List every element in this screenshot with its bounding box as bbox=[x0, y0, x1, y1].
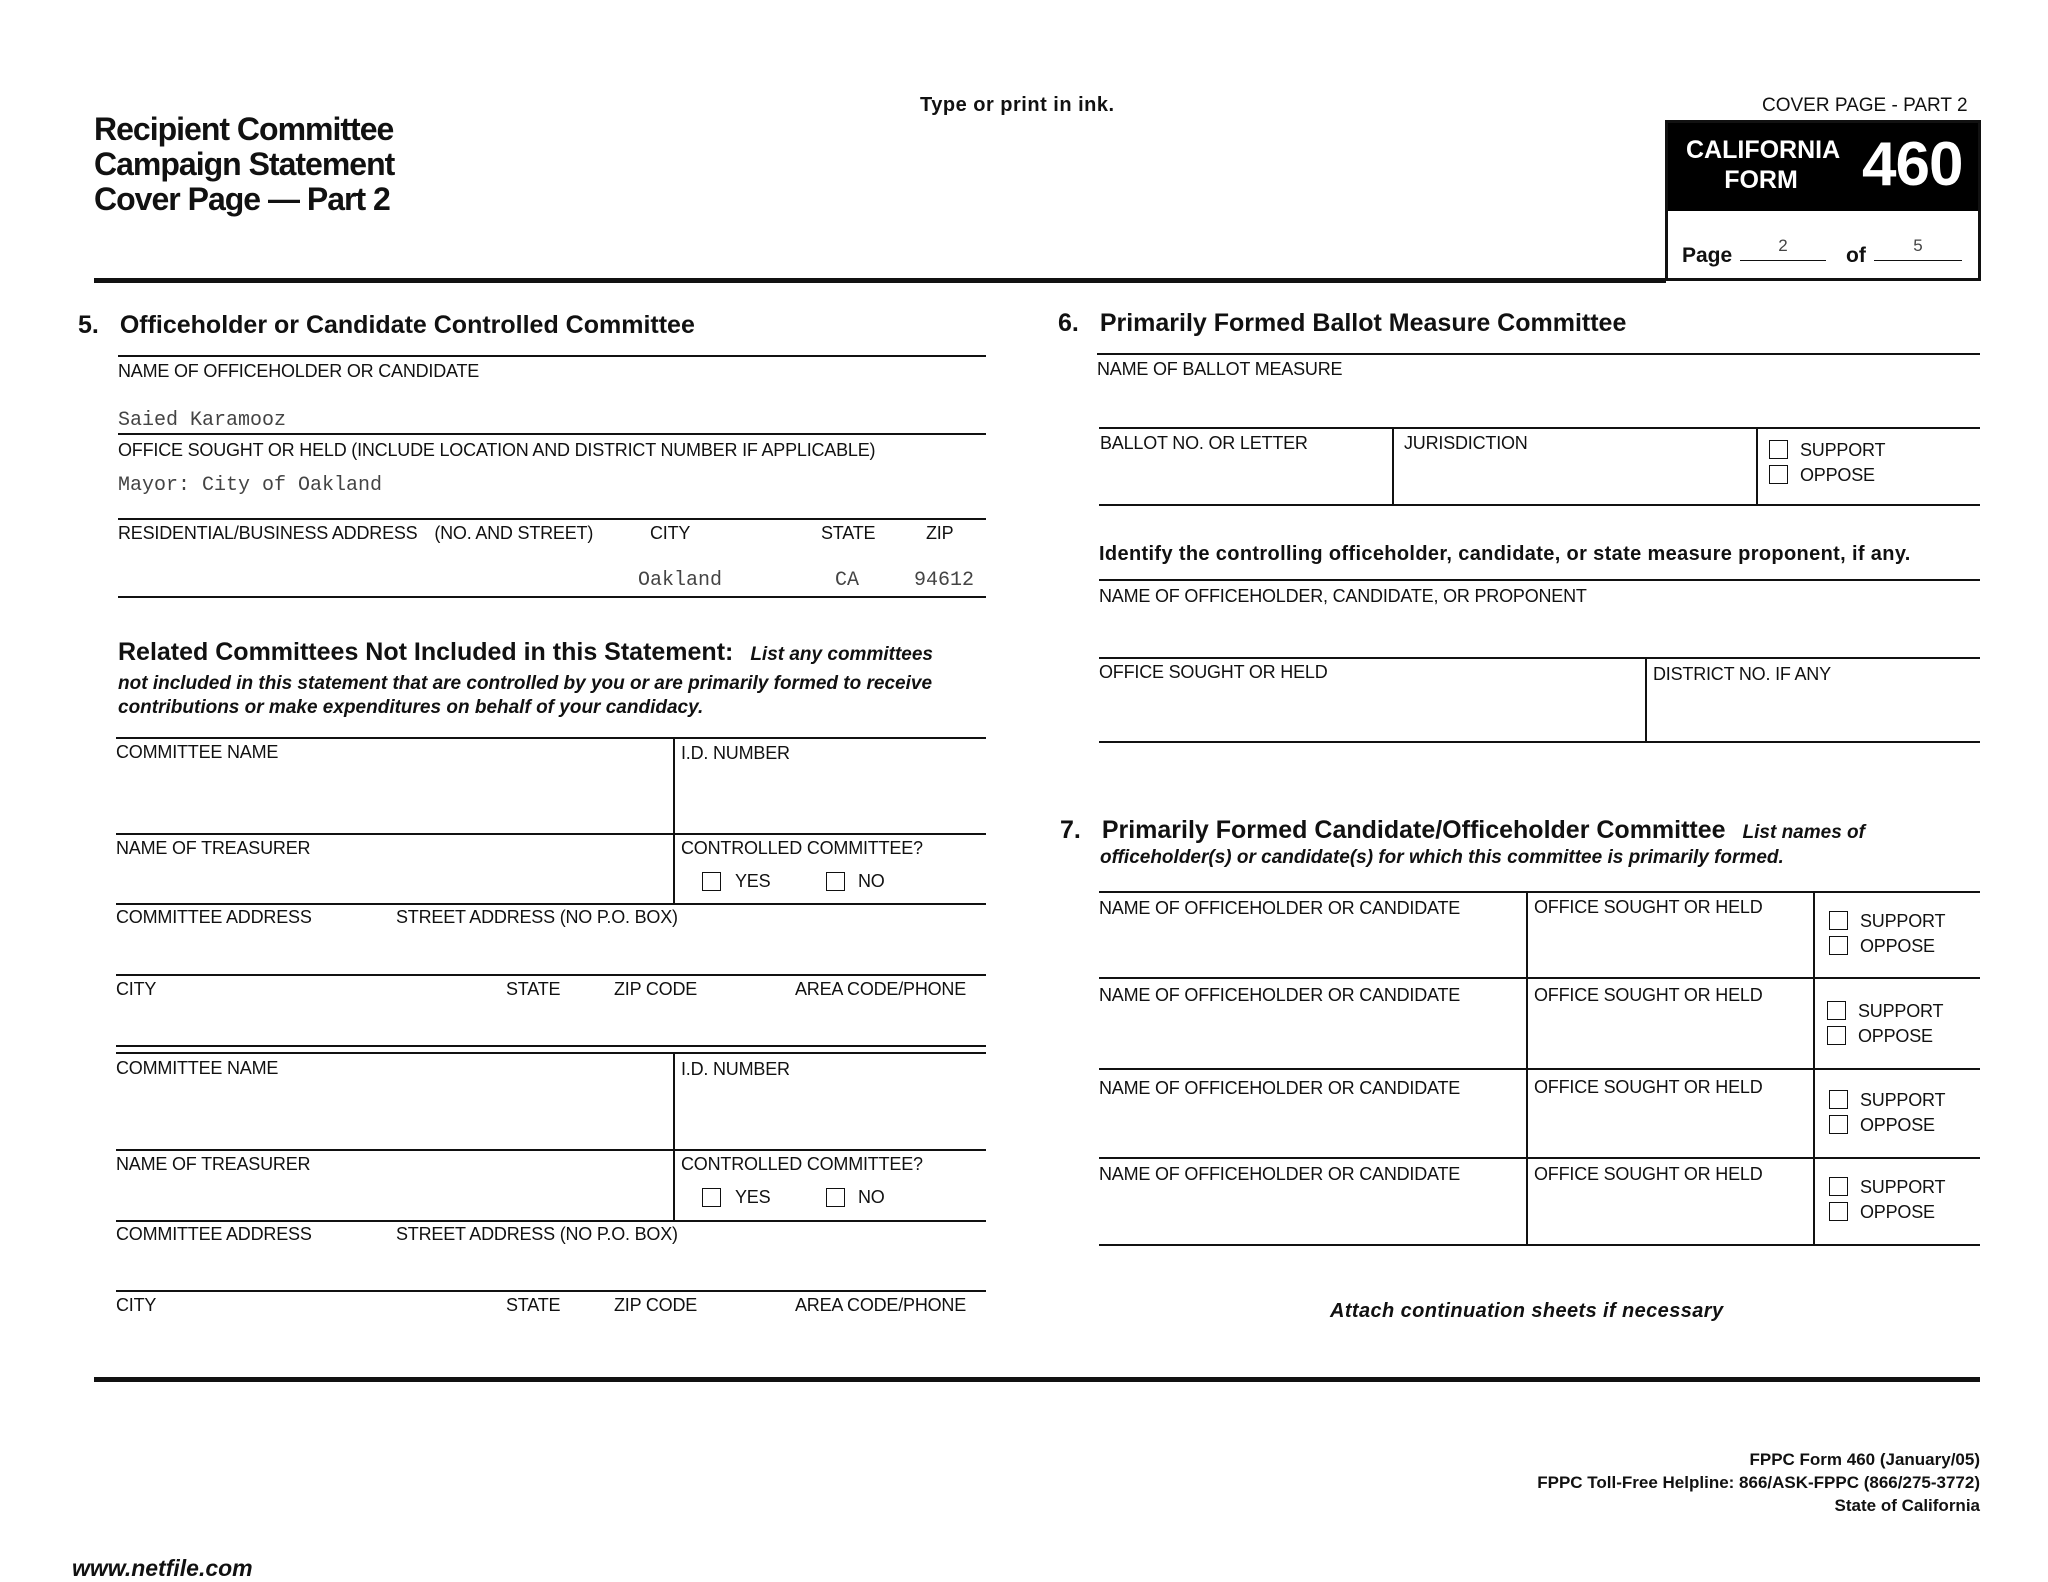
street-address-label: STREET ADDRESS (NO P.O. BOX) bbox=[396, 1224, 678, 1244]
divider bbox=[116, 903, 986, 905]
no-label: NO bbox=[858, 1187, 885, 1207]
column-divider bbox=[673, 1052, 675, 1222]
header-divider bbox=[94, 278, 1666, 283]
divider bbox=[118, 433, 986, 435]
divider bbox=[1099, 1068, 1980, 1070]
phone-label: AREA CODE/PHONE bbox=[795, 1295, 967, 1315]
divider bbox=[116, 1045, 986, 1047]
footer-info bbox=[1537, 1448, 1980, 1517]
ballot-number-label: BALLOT NO. OR LETTER bbox=[1100, 433, 1308, 453]
divider bbox=[1099, 1244, 1980, 1246]
section6-title bbox=[1058, 309, 1626, 338]
candidate-name-label: NAME OF OFFICEHOLDER OR CANDIDATE bbox=[1099, 1164, 1461, 1184]
divider bbox=[1099, 1157, 1980, 1159]
oppose-label: OPPOSE bbox=[1860, 936, 1935, 956]
identify-controlling-text: Identify the controlling officeholder, candidate, or state measure proponent, if any. bbox=[1099, 543, 1911, 565]
support-label: SUPPORT bbox=[1800, 440, 1886, 460]
divider bbox=[1099, 504, 1980, 506]
oppose-label: OPPOSE bbox=[1860, 1202, 1935, 1222]
candidate-name-label: NAME OF OFFICEHOLDER OR CANDIDATE bbox=[1099, 898, 1461, 918]
column-divider bbox=[1756, 427, 1758, 506]
oppose-checkbox[interactable] bbox=[1827, 1026, 1846, 1045]
support-checkbox[interactable] bbox=[1829, 1090, 1848, 1109]
divider bbox=[116, 1290, 986, 1292]
committee-name-label: COMMITTEE NAME bbox=[116, 1058, 279, 1078]
district-number-label: DISTRICT NO. IF ANY bbox=[1653, 664, 1831, 684]
form-badge bbox=[1665, 120, 1981, 281]
column-divider bbox=[1392, 427, 1394, 506]
form-title-line: Cover Page — Part 2 bbox=[94, 181, 390, 217]
divider bbox=[116, 1149, 986, 1151]
zip-field[interactable]: 94612 bbox=[914, 569, 975, 592]
ballot-measure-label: NAME OF BALLOT MEASURE bbox=[1097, 359, 1343, 379]
section5-heading: Officeholder or Candidate Controlled Committee bbox=[119, 311, 695, 339]
proponent-name-label: NAME OF OFFICEHOLDER, CANDIDATE, OR PROPONENT bbox=[1099, 586, 1587, 606]
page-label: Page bbox=[1682, 244, 1733, 267]
committee-address-label: COMMITTEE ADDRESS bbox=[116, 1224, 312, 1244]
form-number: 460 bbox=[1862, 130, 1963, 199]
support-checkbox[interactable] bbox=[1829, 911, 1848, 930]
related-desc-line3: contributions or make expenditures on behalf of your candidacy. bbox=[118, 697, 704, 718]
section6-heading: Primarily Formed Ballot Measure Committee bbox=[1099, 309, 1627, 337]
city-label: CITY bbox=[116, 979, 157, 999]
city-label: CITY bbox=[650, 523, 691, 543]
yes-label: YES bbox=[735, 1187, 771, 1207]
candidate-name-label: NAME OF OFFICEHOLDER OR CANDIDATE bbox=[1099, 1078, 1461, 1098]
section7-number: 7. bbox=[1060, 816, 1081, 844]
form-title-line: Campaign Statement bbox=[94, 146, 395, 182]
column-divider bbox=[1645, 657, 1647, 743]
divider bbox=[116, 833, 986, 835]
yes-checkbox[interactable] bbox=[702, 1188, 721, 1207]
divider bbox=[1099, 657, 1980, 659]
office-sought-label: OFFICE SOUGHT OR HELD bbox=[1534, 985, 1763, 1005]
city-field[interactable]: Oakland bbox=[638, 569, 723, 592]
office-sought-label: OFFICE SOUGHT OR HELD bbox=[1534, 1077, 1763, 1097]
ink-instruction: Type or print in ink. bbox=[920, 94, 1115, 116]
street-address-label: STREET ADDRESS (NO P.O. BOX) bbox=[396, 907, 678, 927]
treasurer-label: NAME OF TREASURER bbox=[116, 1154, 311, 1174]
committee-name-label: COMMITTEE NAME bbox=[116, 742, 279, 762]
divider bbox=[116, 1052, 986, 1054]
no-label: NO bbox=[858, 871, 885, 891]
attach-continuation-note: Attach continuation sheets if necessary bbox=[1330, 1300, 1724, 1322]
divider bbox=[1099, 741, 1980, 743]
controlled-committee-label: CONTROLLED COMMITTEE? bbox=[681, 838, 923, 858]
divider bbox=[1099, 579, 1980, 581]
state-label: STATE bbox=[506, 979, 561, 999]
section7-heading: Primarily Formed Candidate/Officeholder Committee bbox=[1101, 816, 1726, 844]
oppose-checkbox[interactable] bbox=[1829, 1115, 1848, 1134]
divider bbox=[116, 737, 986, 739]
committee-address-label: COMMITTEE ADDRESS bbox=[116, 907, 312, 927]
section7-title bbox=[1060, 816, 1865, 845]
support-label: SUPPORT bbox=[1860, 911, 1946, 931]
yes-label: YES bbox=[735, 871, 771, 891]
divider bbox=[118, 596, 986, 598]
page-total: 5 bbox=[1913, 236, 1923, 255]
office-sought-field[interactable]: Mayor: City of Oakland bbox=[118, 474, 383, 497]
office-sought-label: OFFICE SOUGHT OR HELD bbox=[1534, 897, 1763, 917]
divider bbox=[1099, 977, 1980, 979]
divider bbox=[1099, 891, 1980, 893]
id-number-label: I.D. NUMBER bbox=[681, 743, 790, 763]
footer-divider bbox=[94, 1377, 1980, 1382]
divider bbox=[1099, 427, 1980, 429]
related-desc-lead: List any committees bbox=[750, 644, 933, 665]
section7-desc-line2: officeholder(s) or candidate(s) for which this committee is primarily formed. bbox=[1100, 847, 1784, 868]
candidate-name-label: NAME OF OFFICEHOLDER OR CANDIDATE bbox=[1099, 985, 1461, 1005]
candidate-name-field[interactable]: Saied Karamooz bbox=[118, 409, 287, 432]
of-label: of bbox=[1846, 244, 1866, 267]
support-label: SUPPORT bbox=[1860, 1177, 1946, 1197]
divider bbox=[1097, 353, 1980, 355]
state-label: STATE bbox=[506, 1295, 561, 1315]
form-title-line: Recipient Committee bbox=[94, 111, 394, 147]
support-label: SUPPORT bbox=[1858, 1001, 1944, 1021]
form-badge-header bbox=[1668, 123, 1978, 211]
form-version: FPPC Form 460 (January/05) bbox=[1749, 1450, 1980, 1469]
support-checkbox[interactable] bbox=[1827, 1001, 1846, 1020]
address-label: RESIDENTIAL/BUSINESS ADDRESS (NO. AND STREET) bbox=[118, 523, 594, 543]
controlled-committee-label: CONTROLLED COMMITTEE? bbox=[681, 1154, 923, 1174]
divider bbox=[118, 518, 986, 520]
oppose-checkbox[interactable] bbox=[1829, 1202, 1848, 1221]
page-number: 2 bbox=[1778, 236, 1788, 255]
zip-label: ZIP bbox=[926, 523, 954, 543]
zip-code-label: ZIP CODE bbox=[614, 1295, 698, 1315]
jurisdiction-label: JURISDICTION bbox=[1404, 433, 1528, 453]
section5-title bbox=[78, 311, 695, 340]
column-divider bbox=[673, 737, 675, 904]
website-link[interactable]: www.netfile.com bbox=[72, 1555, 253, 1581]
oppose-label: OPPOSE bbox=[1800, 465, 1875, 485]
section6-number: 6. bbox=[1058, 309, 1079, 337]
zip-code-label: ZIP CODE bbox=[614, 979, 698, 999]
divider bbox=[118, 355, 986, 357]
divider bbox=[116, 974, 986, 976]
related-committees-title: Related Committees Not Included in this Statement: List any committees bbox=[118, 638, 933, 666]
oppose-checkbox[interactable] bbox=[1769, 465, 1788, 484]
city-label: CITY bbox=[116, 1295, 157, 1315]
section5-number: 5. bbox=[78, 311, 99, 339]
phone-label: AREA CODE/PHONE bbox=[795, 979, 967, 999]
treasurer-label: NAME OF TREASURER bbox=[116, 838, 311, 858]
no-checkbox[interactable] bbox=[826, 1188, 845, 1207]
related-desc-line2: not included in this statement that are controlled by you or are primarily formed to receive bbox=[118, 673, 933, 694]
office-sought-label: OFFICE SOUGHT OR HELD (INCLUDE LOCATION AND DISTRICT NUMBER IF APPLICABLE) bbox=[118, 440, 876, 460]
state-field[interactable]: CA bbox=[835, 569, 860, 592]
candidate-name-label: NAME OF OFFICEHOLDER OR CANDIDATE bbox=[118, 361, 480, 381]
state-name: State of California bbox=[1834, 1496, 1980, 1515]
support-checkbox[interactable] bbox=[1769, 440, 1788, 459]
office-sought-label: OFFICE SOUGHT OR HELD bbox=[1099, 662, 1328, 682]
state-label: STATE bbox=[821, 523, 876, 543]
section7-desc-lead: List names of bbox=[1742, 822, 1865, 843]
form-title bbox=[94, 112, 394, 217]
cover-page-part-label: COVER PAGE - PART 2 bbox=[1762, 95, 1968, 116]
page-number-field[interactable] bbox=[1740, 236, 1826, 261]
oppose-label: OPPOSE bbox=[1860, 1115, 1935, 1135]
oppose-label: OPPOSE bbox=[1858, 1026, 1933, 1046]
page-total-field[interactable] bbox=[1874, 236, 1962, 261]
divider bbox=[116, 1220, 986, 1222]
id-number-label: I.D. NUMBER bbox=[681, 1059, 790, 1079]
helpline: FPPC Toll-Free Helpline: 866/ASK-FPPC (866/275-3772) bbox=[1537, 1473, 1980, 1492]
yes-checkbox[interactable] bbox=[702, 872, 721, 891]
support-label: SUPPORT bbox=[1860, 1090, 1946, 1110]
support-checkbox[interactable] bbox=[1829, 1177, 1848, 1196]
california-form-label: CALIFORNIA FORM bbox=[1686, 136, 1841, 194]
no-checkbox[interactable] bbox=[826, 872, 845, 891]
oppose-checkbox[interactable] bbox=[1829, 936, 1848, 955]
office-sought-label: OFFICE SOUGHT OR HELD bbox=[1534, 1164, 1763, 1184]
